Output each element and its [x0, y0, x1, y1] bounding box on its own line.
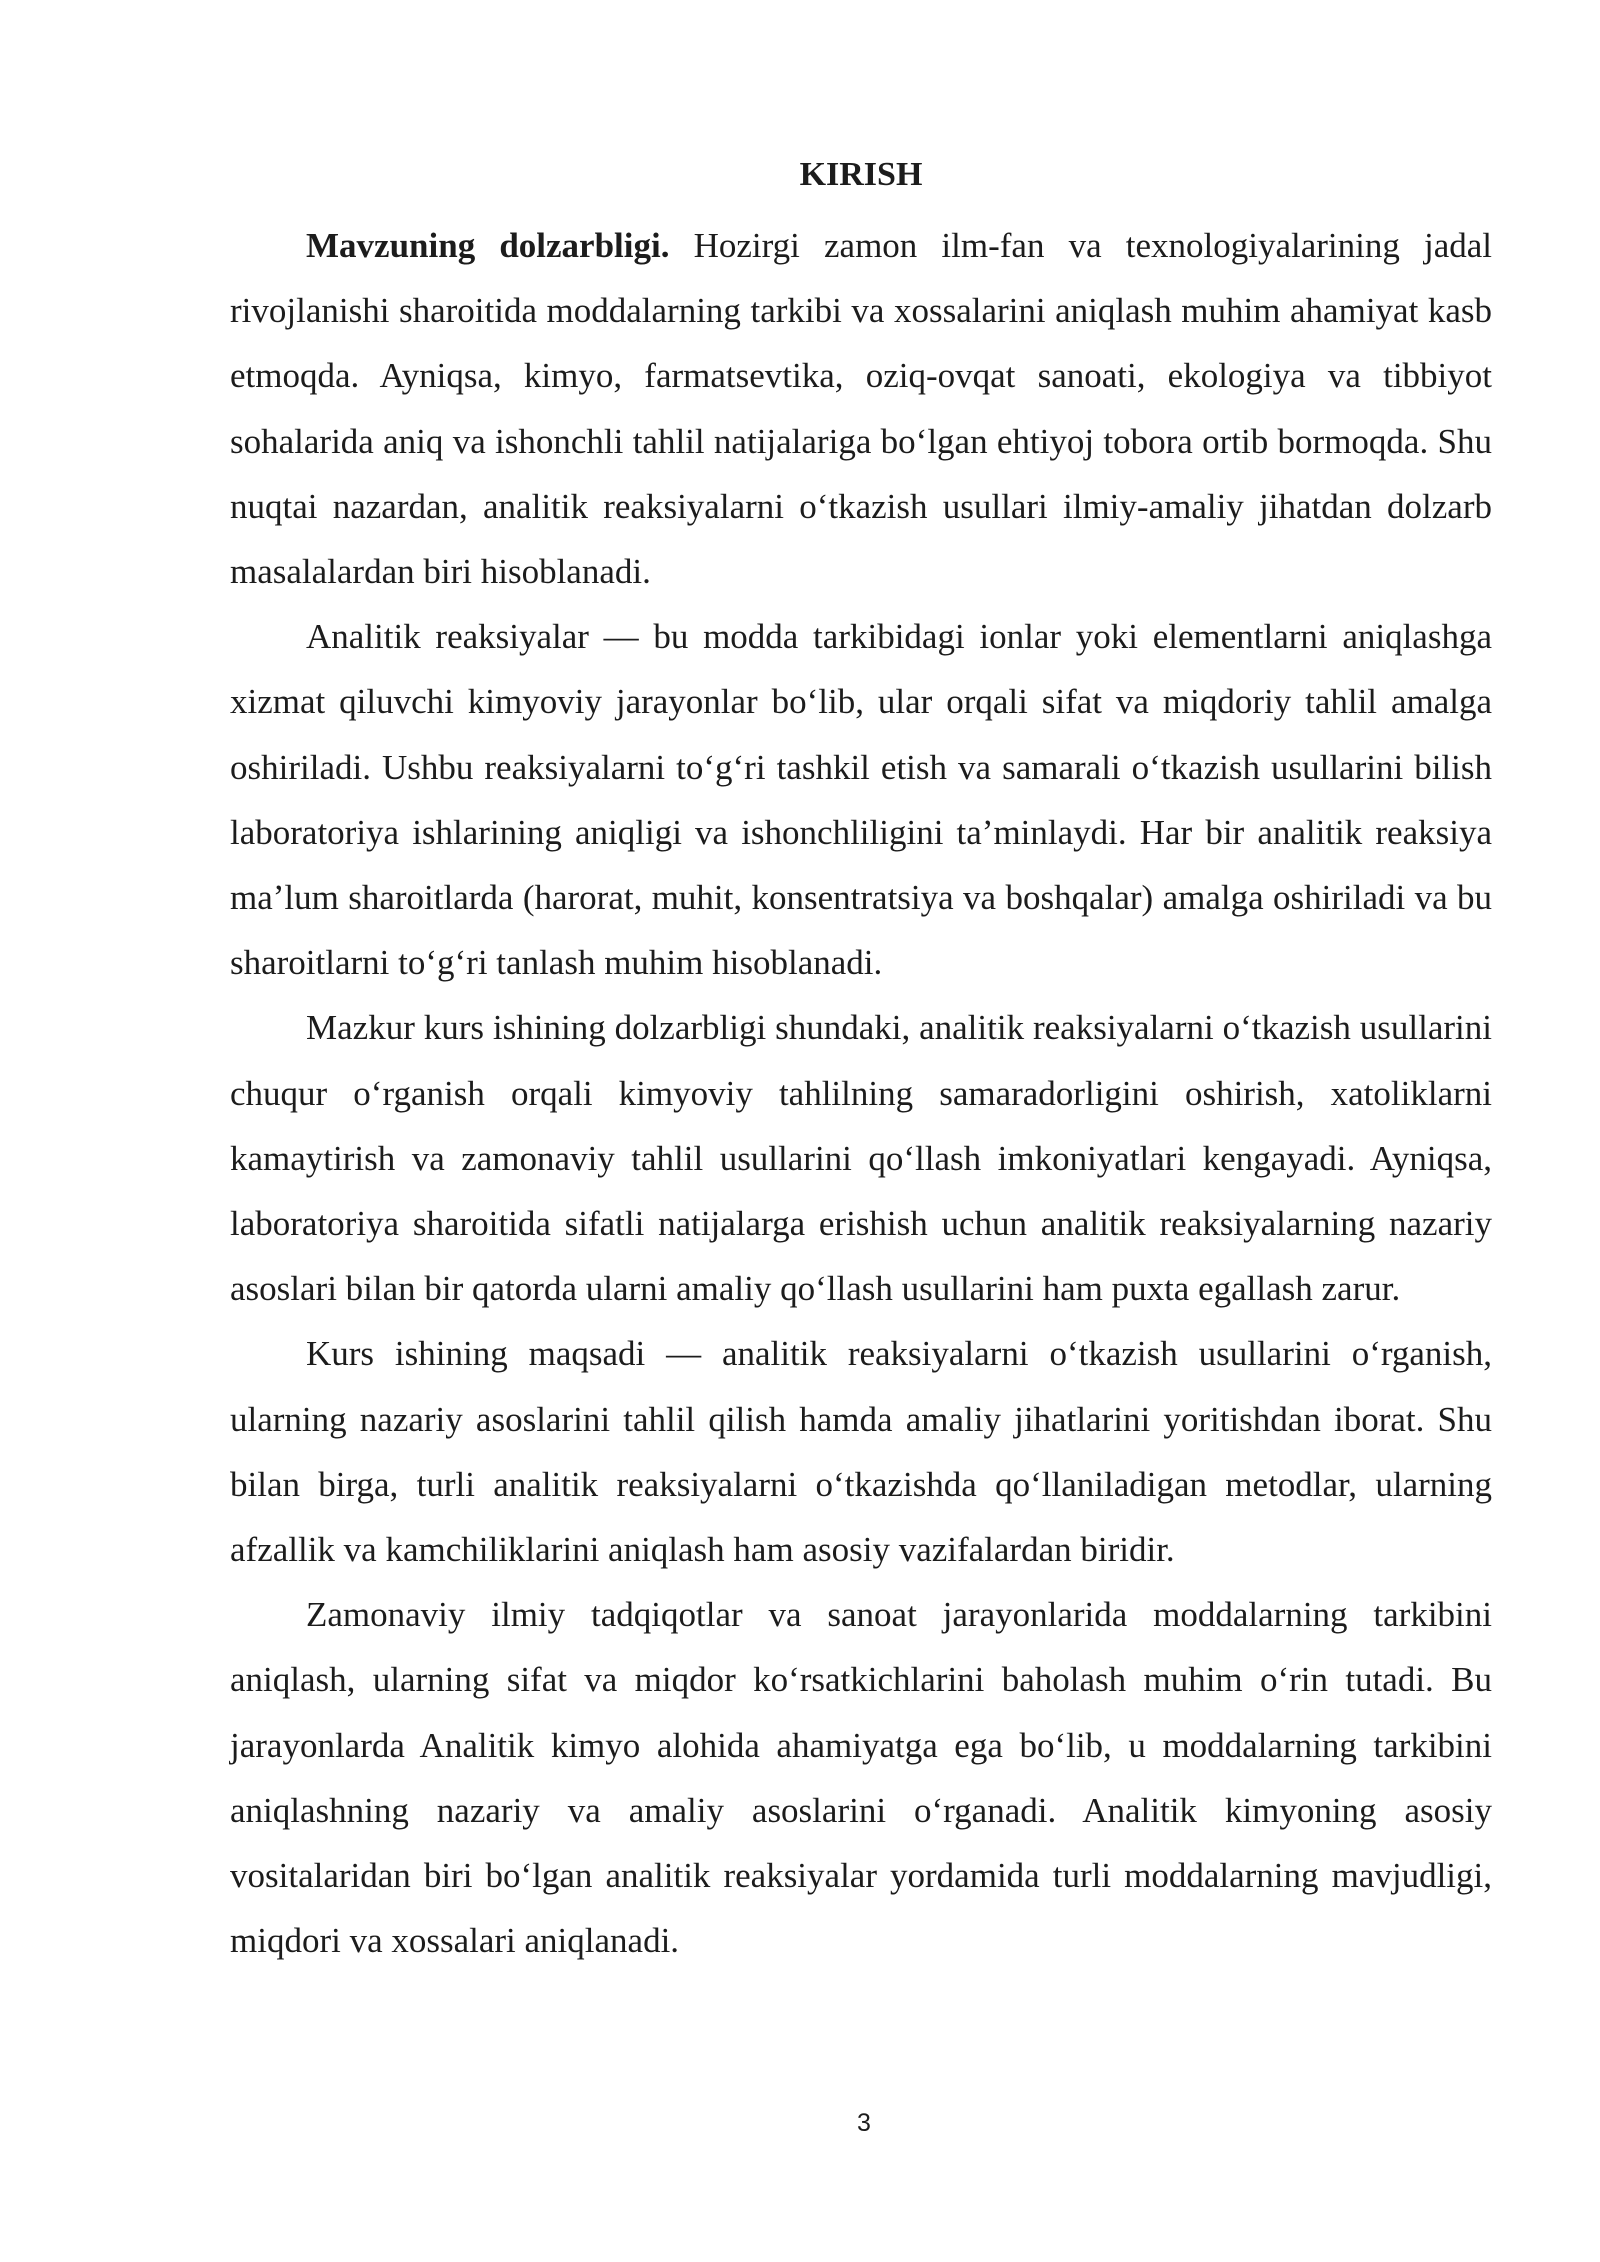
page-number: 3: [857, 2109, 871, 2137]
paragraph-course-relevance: Mazkur kurs ishining dolzarbligi shundaki, analitik reaksiyalarni oʻtkazish usullarini chuqur oʻrganish orqali kimyoviy tahlilning samaradorligini oshirish, xatoliklarni kamaytirish va zamonaviy tahlil usullarini qoʻllash imkoniyatlari kengayadi. Ayniqsa, laboratoriya sharoitida sifatli natijalarga erishish uchun analitik reaksiyalarning nazariy asoslari bilan bir qatorda ularni amaliy qoʻllash usullarini ham puxta egallash zarur.: [230, 1008, 1492, 1309]
document-page: [230, 150, 1492, 1973]
paragraph-lead: Mavzuning dolzarbligi.: [306, 226, 670, 265]
paragraph-relevance: [230, 213, 1492, 604]
paragraph-text: Hozirgi zamon ilm-fan va texnologiyalarining jadal rivojlanishi sharoitida moddalarning tarkibi va xossalarini aniqlash muhim ahamiyat kasb etmoqda. Ayniqsa, kimyo, farmatsevtika, oziq-ovqat sanoati, ekologiya va tibbiyot sohalarida aniq va ishonchli tahlil natijalariga boʻlgan ehtiyoj tobora ortib bormoqda. Shu nuqtai nazardan, analitik reaksiyalarni oʻtkazish usullari ilmiy-amaliy jihatdan dolzarb masalalardan biri hisoblanadi.: [230, 226, 1492, 592]
paragraph-modern-research: Zamonaviy ilmiy tadqiqotlar va sanoat jarayonlarida moddalarning tarkibini aniqlash, ularning sifat va miqdor koʻrsatkichlarini baholash muhim oʻrin tutadi. Bu jarayonlarda Analitik kimyo alohida ahamiyatga ega boʻlib, u moddalarning tarkibini aniqlashning nazariy va amaliy asoslarini oʻrganadi. Analitik kimyoning asosiy vositalaridan biri boʻlgan analitik reaksiyalar yordamida turli moddalarning mavjudligi, miqdori va xossalari aniqlanadi.: [230, 1595, 1492, 1961]
paragraph-course-goal: Kurs ishining maqsadi — analitik reaksiyalarni oʻtkazish usullarini oʻrganish, ularning nazariy asoslarini tahlil qilish hamda amaliy jihatlarini yoritishdan iborat. Shu bilan birga, turli analitik reaksiyalarni oʻtkazishda qoʻllaniladigan metodlar, ularning afzallik va kamchiliklarini aniqlash ham asosiy vazifalardan biridir.: [230, 1334, 1492, 1570]
paragraph-analytic-reactions: Analitik reaksiyalar — bu modda tarkibidagi ionlar yoki elementlarni aniqlashga xizmat qiluvchi kimyoviy jarayonlar boʻlib, ular orqali sifat va miqdoriy tahlil amalga oshiriladi. Ushbu reaksiyalarni toʻgʻri tashkil etish va samarali oʻtkazish usullarini bilish laboratoriya ishlarining aniqligi va ishonchliligini taʼminlaydi. Har bir analitik reaksiya maʼlum sharoitlarda (harorat, muhit, konsentratsiya va boshqalar) amalga oshiriladi va bu sharoitlarni toʻgʻri tanlash muhim hisoblanadi.: [230, 617, 1492, 983]
section-heading: KIRISH: [799, 156, 923, 193]
